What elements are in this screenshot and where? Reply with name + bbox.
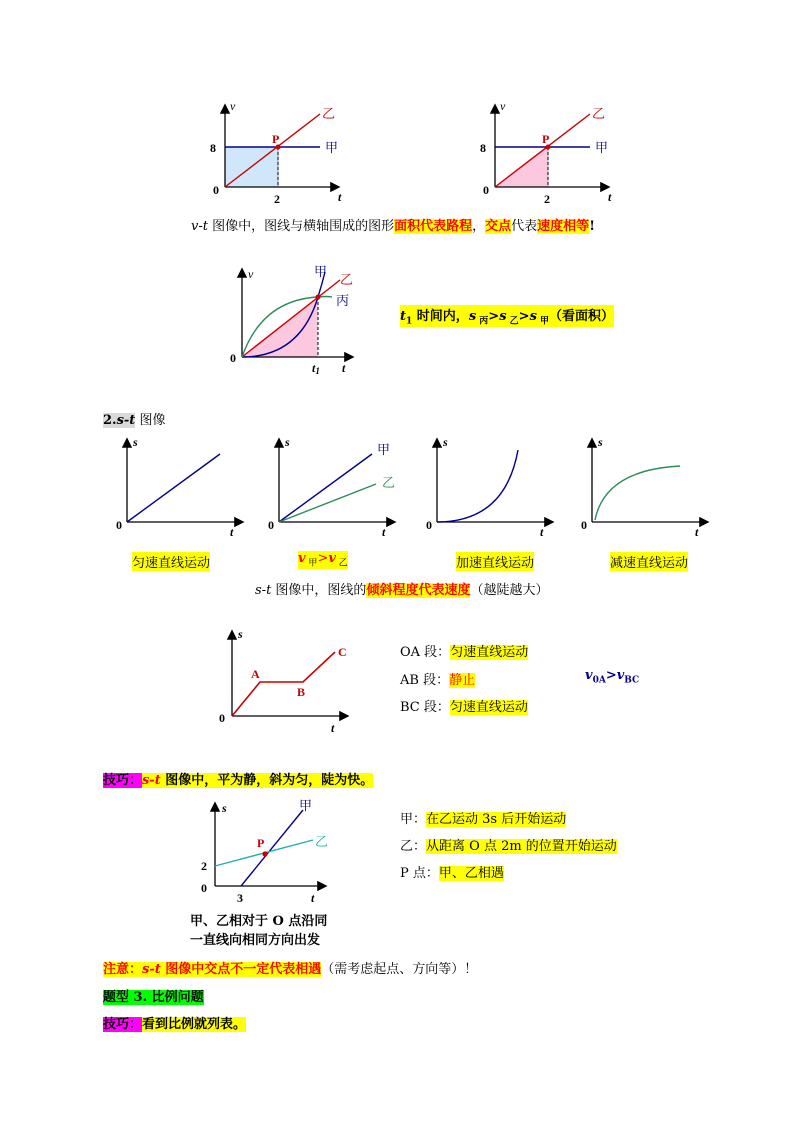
caption-text: 图像中，图线的: [271, 583, 367, 598]
compare-gt: >: [605, 668, 617, 683]
label-yi: 乙: [315, 834, 329, 849]
y-axis-label: v: [500, 99, 506, 113]
caption-sub1: 甲: [305, 558, 318, 569]
y-axis-label: s: [222, 801, 227, 815]
intersection-point: [316, 295, 321, 300]
origin: 0: [268, 518, 274, 532]
y-axis-label: s: [285, 435, 290, 449]
caption-st: [255, 579, 548, 598]
y-axis-label: s: [598, 435, 603, 449]
x-axis-label: t: [230, 525, 234, 539]
section-text: 图像: [135, 413, 166, 428]
note-sub-jia: 甲: [536, 316, 550, 327]
segment-label: BC 段：: [400, 700, 450, 715]
st-graph-uniform: [110, 432, 250, 542]
point-label: P: [542, 132, 550, 146]
tip-text: 看到比例就列表。: [142, 1017, 247, 1032]
caption-highlight: 倾斜程度代表速度: [366, 583, 471, 598]
origin: 0: [426, 518, 432, 532]
caption-comma: ，: [472, 219, 486, 234]
label-yi: 乙: [322, 106, 336, 121]
x-tick: 3: [237, 891, 243, 905]
note-label: 乙：: [400, 839, 427, 854]
x-axis-label: t: [382, 525, 386, 539]
note-s2: s: [499, 309, 507, 324]
point-label: P: [272, 132, 280, 146]
label-bing: 丙: [336, 293, 350, 308]
caption-highlight-intersect: 交点: [485, 219, 512, 234]
caption-text2: 代表: [511, 219, 538, 234]
label-yi: 乙: [382, 475, 396, 490]
label-jia: 甲: [377, 442, 391, 457]
caption-decelerating: 减速直线运动: [610, 552, 688, 571]
note-label: P 点：: [400, 866, 439, 881]
caption-v1: v: [298, 551, 306, 566]
note-jia: [400, 808, 566, 827]
caption-vt: [191, 215, 595, 234]
origin: 0: [230, 351, 236, 365]
y-tick: 8: [480, 141, 486, 155]
x-axis-label: t: [331, 721, 335, 735]
tip-label: 技巧：: [103, 1017, 143, 1032]
attention-tail: （需考虑起点、方向等）！: [321, 962, 478, 977]
attention-text: 图像中交点不一定代表相遇: [160, 962, 322, 977]
label-jia: 甲: [314, 264, 328, 279]
attention-label: 注意：: [103, 962, 143, 977]
label-c: C: [338, 645, 347, 659]
y-axis-label: v: [248, 267, 254, 281]
x-axis-label: t: [608, 190, 612, 204]
y-axis-label: s: [133, 435, 138, 449]
caption-accelerating: 加速直线运动: [456, 552, 534, 571]
segment-bc: [400, 696, 528, 715]
curve-accelerating: [437, 450, 518, 522]
label-b: B: [297, 685, 306, 699]
note-t: t: [400, 309, 407, 324]
segment-value: 匀速直线运动: [449, 700, 528, 715]
path-oabc: [232, 652, 335, 716]
caption-gt: >: [317, 551, 329, 566]
label-jia: 甲: [325, 140, 339, 155]
caption-text: 图像中，图线与横轴围成的图形: [207, 219, 395, 234]
attention-var: s-t: [142, 962, 161, 977]
compare-v2: v: [616, 668, 625, 683]
y-tick: 8: [210, 141, 216, 155]
tip-text: 图像中，平为静，斜为匀，陡为快。: [160, 773, 374, 788]
label-jia: 甲: [595, 140, 609, 155]
curve-decelerating: [595, 466, 680, 520]
x-axis-label: t: [311, 891, 315, 905]
note-p: [400, 862, 504, 881]
note-gt1: >: [488, 309, 500, 324]
question-type-3: [103, 986, 204, 1005]
caption-excl: !: [589, 219, 595, 234]
speed-compare: [585, 668, 639, 686]
note-value: 甲、乙相遇: [438, 866, 504, 881]
segment-label: AB 段：: [400, 673, 450, 688]
note-gt2: >: [518, 309, 530, 324]
note-s1: s: [468, 309, 477, 324]
x-tick: 2: [544, 192, 550, 206]
line-yi: [279, 484, 376, 522]
compare-v1: v: [585, 668, 593, 683]
note-sub: 1: [406, 316, 413, 327]
vt-graph-area-rectangle: [200, 96, 350, 208]
caption-v2: v: [328, 551, 336, 566]
x-tick: 2: [274, 192, 280, 206]
x-tick: t1: [312, 361, 320, 376]
st-graph-compare: [262, 432, 402, 542]
segment-value: 静止: [449, 673, 476, 688]
st-graph-decelerating: [575, 432, 715, 542]
x-axis-label: t: [338, 190, 342, 204]
segment-oa: [400, 641, 528, 660]
caption-highlight-area: 面积代表路程: [394, 219, 473, 234]
note-sub-bing: 丙: [476, 316, 489, 327]
caption-uniform: 匀速直线运动: [132, 552, 210, 571]
st-graph-oabc: [215, 624, 355, 736]
section-heading: [103, 409, 165, 428]
point-p: [262, 851, 267, 856]
label-a: A: [251, 667, 260, 681]
vt-graph-area-triangle: [470, 96, 620, 208]
x-axis-label: t: [342, 361, 346, 375]
segment-label: OA 段：: [400, 645, 451, 660]
y-axis-label: s: [238, 627, 243, 641]
origin: 0: [581, 518, 587, 532]
caption-var: v-t: [191, 219, 208, 234]
origin: 0: [483, 183, 489, 197]
tip-2: [103, 1013, 246, 1032]
note-t1: [400, 305, 614, 327]
tip-1: [103, 769, 373, 788]
graph-p-caption-1: 甲、乙相对于 O 点沿同: [190, 914, 328, 929]
note-tail: （看面积）: [549, 309, 615, 324]
origin: 0: [213, 183, 219, 197]
line-uniform: [127, 454, 220, 522]
caption-sub2: 乙: [335, 558, 348, 569]
origin: 0: [116, 518, 122, 532]
segment-value: 匀速直线运动: [450, 645, 529, 660]
note-mid: 时间内，: [412, 309, 469, 324]
tip-label: 技巧：: [103, 773, 143, 788]
origin: 0: [201, 881, 207, 895]
line-jia: [241, 810, 303, 886]
tip-var: s-t: [142, 773, 161, 788]
st-graph-meeting: [195, 798, 345, 908]
graph-p-caption-2: 一直线向相同方向出发: [190, 933, 321, 948]
note-value: 在乙运动 3s 后开始运动: [426, 812, 567, 827]
x-axis-label: t: [695, 525, 699, 539]
label-yi: 乙: [340, 272, 354, 287]
type-label: 题型: [103, 990, 130, 1005]
y-axis-label: v: [230, 99, 236, 113]
caption-var: s-t: [255, 583, 272, 598]
compare-sub2: BC: [624, 675, 640, 686]
note-yi: [400, 835, 617, 854]
note-sub-yi: 乙: [506, 316, 519, 327]
origin: 0: [219, 711, 225, 725]
st-graph-accelerating: [420, 432, 560, 542]
y-tick: 2: [201, 859, 207, 873]
note-label: 甲：: [400, 812, 427, 827]
caption-compare: [298, 551, 348, 569]
vt-graph-three-curves: [222, 262, 362, 380]
label-yi: 乙: [592, 106, 606, 121]
compare-sub1: 0A: [592, 675, 606, 686]
line-jia: [279, 454, 372, 522]
note-s3: s: [529, 309, 537, 324]
segment-ab: [400, 669, 475, 688]
point-label: P: [257, 836, 265, 850]
label-jia: 甲: [299, 798, 313, 813]
section-num: 2.: [103, 413, 117, 428]
note-value: 从距离 O 点 2m 的位置开始运动: [426, 839, 617, 854]
caption-highlight-speed: 速度相等: [537, 219, 590, 234]
type-text: 3. 比例问题: [129, 990, 204, 1005]
section-var: s-t: [116, 413, 136, 428]
y-axis-label: s: [443, 435, 448, 449]
attention-line: [103, 958, 477, 977]
caption-tail: （越陡越大）: [470, 583, 549, 598]
x-axis-label: t: [540, 525, 544, 539]
